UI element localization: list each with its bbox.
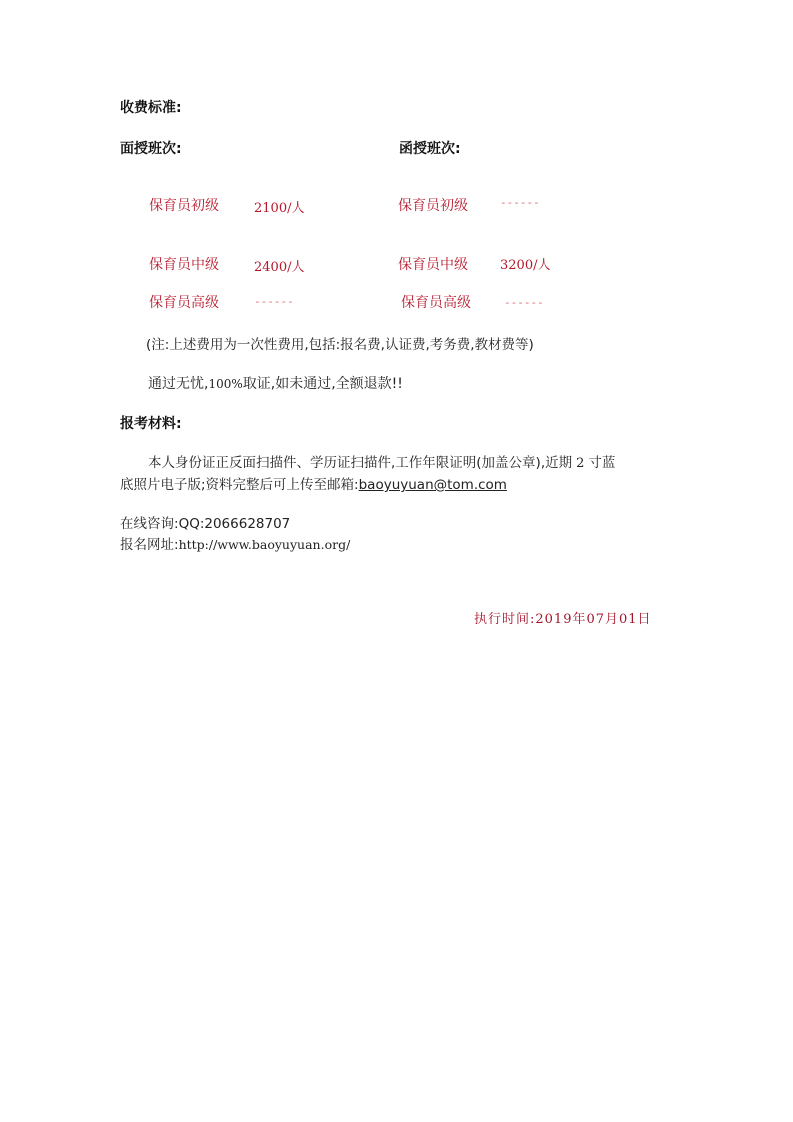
fee-note: (注:上述费用为一次性费用,包括:报名费,认证费,考务费,教材费等): [146, 337, 534, 353]
materials-text-c: 底照片电子版;资料完整后可上传至邮箱:: [120, 477, 359, 493]
website-url[interactable]: http://www.baoyuyuan.org/: [178, 537, 351, 552]
fee-standard-heading: 收费标准:: [120, 100, 182, 116]
materials-photo-size: 2: [576, 456, 585, 471]
guarantee-rate: 100%: [208, 377, 243, 391]
guarantee-suffix: 取证,如未通过,全额退款!!: [242, 376, 403, 392]
corr-level-senior: 保育员高级: [401, 295, 471, 311]
guarantee-line: [148, 373, 403, 393]
qq-number: 2066628707: [204, 516, 291, 532]
website-label: 报名网址:: [120, 537, 179, 553]
materials-line-2: [120, 473, 507, 493]
materials-text-a: 本人身份证正反面扫描件、学历证扫描件,工作年限证明(加盖公章),近期: [148, 455, 573, 471]
face-level-intermediate: 保育员中级: [149, 257, 219, 273]
corr-price-junior: ------: [500, 196, 540, 209]
execution-date: 执行时间:2019年07月01日: [474, 612, 652, 627]
face-to-face-heading: 面授班次:: [120, 141, 182, 157]
materials-text-b: 寸蓝: [588, 455, 616, 471]
qq-label: QQ:: [178, 516, 205, 532]
corr-level-intermediate: 保育员中级: [398, 257, 468, 273]
face-level-junior: 保育员初级: [149, 198, 219, 214]
face-price-junior: 2100/人: [254, 201, 305, 216]
guarantee-prefix: 通过无忧,: [148, 376, 209, 392]
website-line: [120, 533, 350, 553]
online-consult-line: [120, 512, 290, 532]
materials-heading: 报考材料:: [120, 416, 182, 432]
corr-price-intermediate: 3200/人: [500, 258, 551, 273]
face-price-senior: ------: [254, 295, 294, 308]
materials-line-1: [148, 451, 615, 471]
email-link[interactable]: baoyuyuan@tom.com: [358, 477, 507, 493]
corr-level-junior: 保育员初级: [398, 198, 468, 214]
face-price-intermediate: 2400/人: [254, 260, 305, 275]
correspondence-heading: 函授班次:: [399, 141, 461, 157]
consult-label: 在线咨询:: [120, 516, 179, 532]
face-level-senior: 保育员高级: [149, 295, 219, 311]
corr-price-senior: ------: [504, 296, 544, 309]
